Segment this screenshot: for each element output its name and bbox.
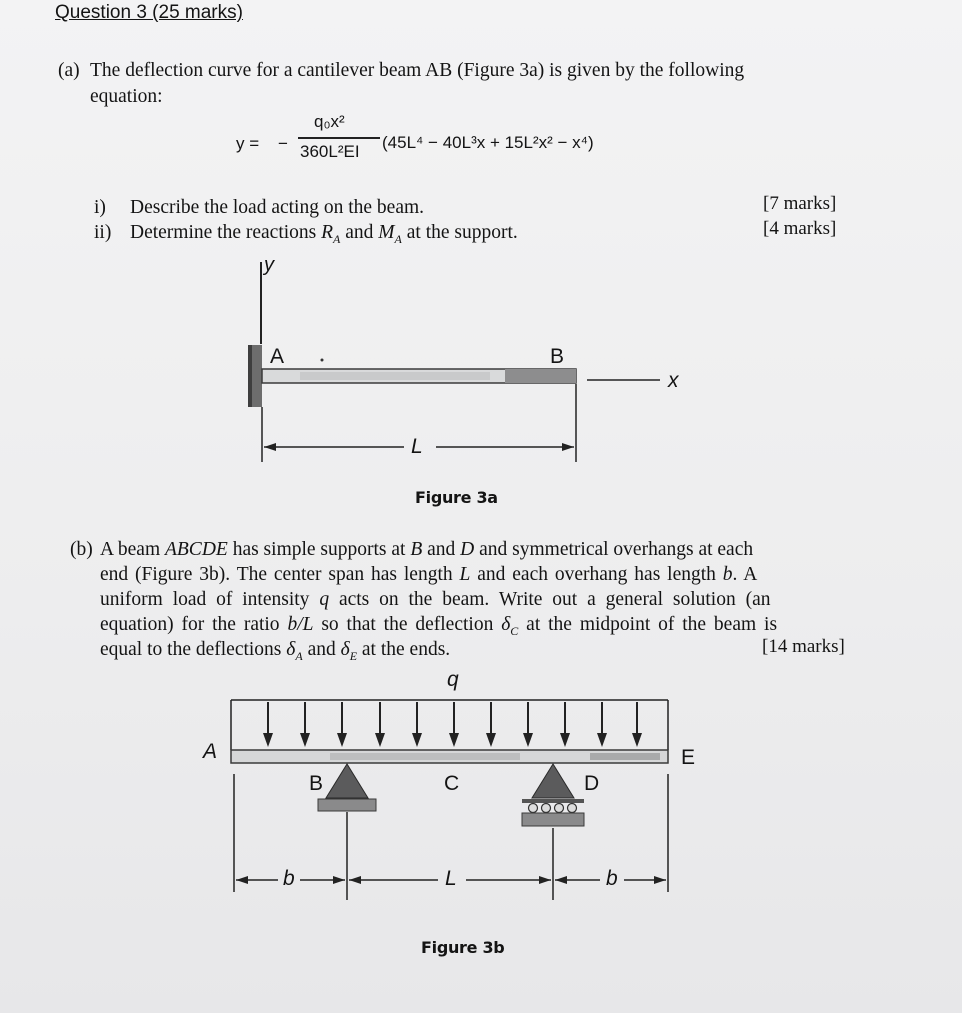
- pin-support-b: [326, 764, 368, 798]
- part-a-label: (a): [58, 60, 80, 81]
- support-b: B: [410, 539, 423, 560]
- text-run: at the midpoint of the beam is: [518, 614, 778, 635]
- fig3b-dim-b-right: b: [606, 867, 618, 890]
- delta-c: δ: [501, 614, 511, 635]
- item-i-marks: [7 marks]: [763, 193, 837, 214]
- text-run: equal to the deflections: [100, 639, 287, 660]
- question-title: Question 3 (25 marks): [55, 2, 243, 23]
- fig3b-point-c: C: [444, 772, 460, 795]
- text-run: and each overhang has length: [470, 564, 723, 585]
- overhang-length: b: [722, 564, 733, 585]
- part-b-marks: [14 marks]: [762, 636, 845, 657]
- fig3a-x-label: x: [668, 369, 679, 392]
- equation-lhs: y =: [236, 134, 260, 153]
- equation-numerator: q₀x²: [314, 112, 345, 131]
- roller-support-d-base: [522, 813, 584, 826]
- item-ii-number: ii): [94, 222, 112, 243]
- reaction-moment: M: [378, 222, 395, 243]
- item-i-text: Describe the load acting on the beam.: [130, 197, 425, 218]
- text-run: and: [302, 639, 341, 660]
- text-run: at the ends.: [357, 639, 451, 660]
- load-arrow-head: [632, 733, 642, 747]
- reaction-moment-subscript: A: [394, 231, 402, 246]
- load-arrow-head: [523, 733, 533, 747]
- fig3a-length-label: L: [411, 435, 423, 458]
- load-arrow-head: [337, 733, 347, 747]
- delta-e-subscript: E: [349, 648, 358, 663]
- text-run: and: [422, 539, 461, 560]
- text-run: acts on the beam. Write out a general solution (an: [329, 589, 771, 610]
- fig3b-point-b: B: [309, 772, 324, 795]
- text-run: . A: [732, 564, 758, 585]
- text-run: uniform load of intensity: [100, 589, 320, 610]
- support-d: D: [460, 539, 475, 560]
- text-run: and symmetrical overhangs at each: [474, 539, 754, 560]
- text-run: has simple supports at: [227, 539, 411, 560]
- dim-arrow: [654, 876, 666, 884]
- dim-arrow: [236, 876, 248, 884]
- text-run: A beam: [100, 539, 165, 560]
- text-run: end (Figure 3b). The center span has length: [100, 564, 460, 585]
- roller-wheel: [568, 804, 577, 813]
- roller-wheel: [542, 804, 551, 813]
- dim-arrow: [539, 876, 551, 884]
- fig3b-point-d: D: [584, 772, 600, 795]
- item-ii-marks: [4 marks]: [763, 218, 837, 239]
- fig3b-dim-b-left: b: [283, 867, 295, 890]
- fig3a-point-a: A: [270, 345, 285, 368]
- beam-texture: [330, 753, 520, 760]
- delta-a: δ: [286, 639, 296, 660]
- part-a-line-2: equation:: [90, 86, 163, 107]
- part-a-line-1: The deflection curve for a cantilever beam AB (Figure 3a) is given by the following: [90, 60, 745, 81]
- item-ii-text-after: at the support.: [401, 222, 518, 243]
- figure-3b-caption: Figure 3b: [421, 938, 505, 957]
- fig3a-y-label: y: [264, 254, 274, 276]
- dim-arrow: [555, 876, 567, 884]
- text-run: equation) for the ratio: [100, 614, 288, 635]
- load-arrow-head: [486, 733, 496, 747]
- load-arrow-head: [597, 733, 607, 747]
- fig3b-dim-l: L: [445, 867, 457, 890]
- reaction-force: R: [321, 222, 334, 243]
- ratio: b/L: [287, 614, 314, 635]
- reaction-force-subscript: A: [333, 231, 341, 246]
- roller-support-d: [532, 764, 574, 798]
- load-arrow-head: [412, 733, 422, 747]
- equation-bracket-term: (45L⁴ − 40L³x + 15L²x² − x⁴): [382, 133, 594, 152]
- load-intensity: q: [319, 589, 330, 610]
- part-b-label: (b): [70, 539, 93, 560]
- roller-plate: [522, 799, 584, 803]
- equation-minus: −: [278, 134, 288, 153]
- distributed-load-arrows: [263, 702, 642, 747]
- delta-a-subscript: A: [295, 648, 303, 663]
- roller-wheel: [555, 804, 564, 813]
- fig3b-load-label: q: [447, 668, 459, 691]
- beam-name: ABCDE: [164, 539, 228, 560]
- load-arrow-head: [449, 733, 459, 747]
- pin-support-b-base: [318, 799, 376, 811]
- dim-arrow: [333, 876, 345, 884]
- roller-wheel: [529, 804, 538, 813]
- item-ii-and: and: [340, 222, 379, 243]
- item-ii-text-before: Determine the reactions: [130, 222, 322, 243]
- load-arrow-head: [375, 733, 385, 747]
- equation-denominator: 360L²EI: [300, 142, 360, 161]
- delta-e: δ: [340, 639, 350, 660]
- load-arrow-head: [263, 733, 273, 747]
- delta-c-subscript: C: [510, 623, 519, 638]
- fig3b-point-a: A: [203, 740, 218, 763]
- item-i-number: i): [94, 197, 106, 218]
- span-length: L: [459, 564, 471, 585]
- fig3b-point-e: E: [681, 746, 696, 769]
- fig3a-point-b: B: [550, 345, 565, 368]
- text-run: so that the deflection: [313, 614, 502, 635]
- figure-3a-caption: Figure 3a: [415, 488, 498, 507]
- beam-texture: [590, 753, 660, 760]
- load-arrow-head: [300, 733, 310, 747]
- dim-arrow: [349, 876, 361, 884]
- load-arrow-head: [560, 733, 570, 747]
